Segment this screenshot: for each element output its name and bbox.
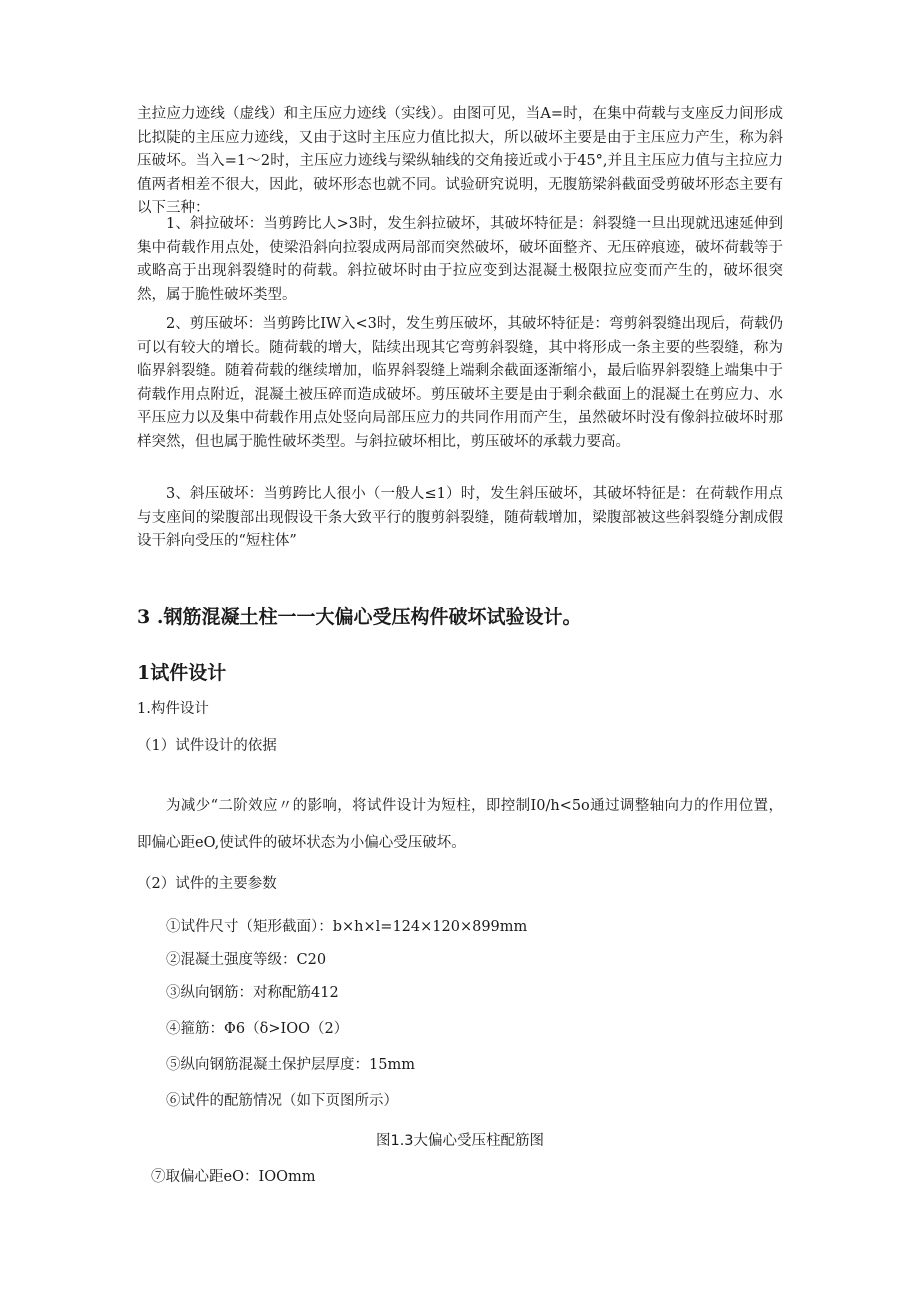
param-eccentricity: ⑦取偏心距eO：IOOmm <box>151 1169 316 1185</box>
item-oblique-compression: 3、斜压破坏：当剪跨比人很小（一般人≤1）时，发生斜压破坏，其破坏特征是：在荷载作用点与支座间的梁腹部出现假设干条大致平行的腹剪斜裂缝，随荷载增加，梁腹部被这些斜裂缝分割成假设干斜向受压的“短柱体” <box>137 486 783 549</box>
figure-caption: 图1.3大偏心受压柱配筋图 <box>375 1133 545 1149</box>
param-item: ⑤纵向钢筋混凝土保护层厚度：15mm <box>166 1057 415 1073</box>
section-heading-3: 3 .钢筋混凝土柱一一大偏心受压构件破坏试验设计。 <box>137 606 582 628</box>
param-item: ⑥试件的配筋情况（如下页图所示） <box>166 1093 398 1109</box>
item-shear-compression: 2、剪压破坏：当剪跨比IW入<3时，发生剪压破坏，其破坏特征是：弯剪斜裂缝出现后，荷载仍可以有较大的增长。随荷载的增大，陆续出现其它弯剪斜裂缝，其中将形成一条主要的些裂缝，称为临界斜裂缝。随着荷载的继续增加，临界斜裂缝上端剩余截面逐渐缩小，最后临界斜裂缝上端集中于荷载作用点附近，混凝土被压碎而造成破坏。剪压破坏主要是由于剩余截面上的混凝土在剪应力、水平压应力以及集中荷载作用点处竖向局部压应力的共同作用而产生，虽然破坏时没有像斜拉破坏时那样突然，但也属于脆性破坏类型。与斜拉破坏相比，剪压破坏的承载力要高。 <box>137 316 783 450</box>
item-oblique-tension: 1、斜拉破坏：当剪跨比人>3时，发生斜拉破坏，其破坏特征是：斜裂缝一旦出现就迅速延伸到集中荷载作用点处，使梁沿斜向拉裂成两局部而突然破坏，破坏面整齐、无压碎痕迹，破坏荷载等于或略高于出现斜裂缝时的荷载。斜拉破坏时由于拉应变到达混凝土极限拉应变而产生的，破坏很突然，属于脆性破坏类型。 <box>137 216 783 303</box>
design-basis-paragraph: 为减少“二阶效应〃的影响，将试件设计为短柱，即控制I0∕h<5o通过调整轴向力的作用位置，即偏心距eO,使试件的破坏状态为小偏心受压破坏。 <box>137 798 783 851</box>
intro-paragraph: 主拉应力迹线（虚线）和主压应力迹线（实线）。由图可见，当A=时，在集中荷载与支座反力间形成比拟陡的主压应力迹线，又由于这时主压应力值比拟大，所以破坏主要是由于主压应力产生，称为斜压破坏。当入=1～2时，主压应力迹线与梁纵轴线的交角接近或小于45°,并且主压应力值与主拉应力值两者相差不很大，因此，破坏形态也就不同。试验研究说明，无腹筋梁斜截面受剪破坏形态主要有以下三种： <box>137 106 783 216</box>
subheading-design-basis: （1）试件设计的依据 <box>137 738 277 754</box>
param-item: ③纵向钢筋：对称配筋412 <box>166 985 339 1001</box>
param-item: ②混凝土强度等级：C20 <box>166 952 327 968</box>
param-item: ④箍筋：Φ6（δ>IOO（2） <box>166 1021 349 1037</box>
subheading-main-parameters: （2）试件的主要参数 <box>137 876 277 892</box>
param-item: ①试件尺寸（矩形截面）：b×h×l=124×120×899mm <box>166 919 528 935</box>
section-heading-specimen-design: 1试件设计 <box>137 662 227 684</box>
subheading-member-design: 1.构件设计 <box>137 701 209 717</box>
